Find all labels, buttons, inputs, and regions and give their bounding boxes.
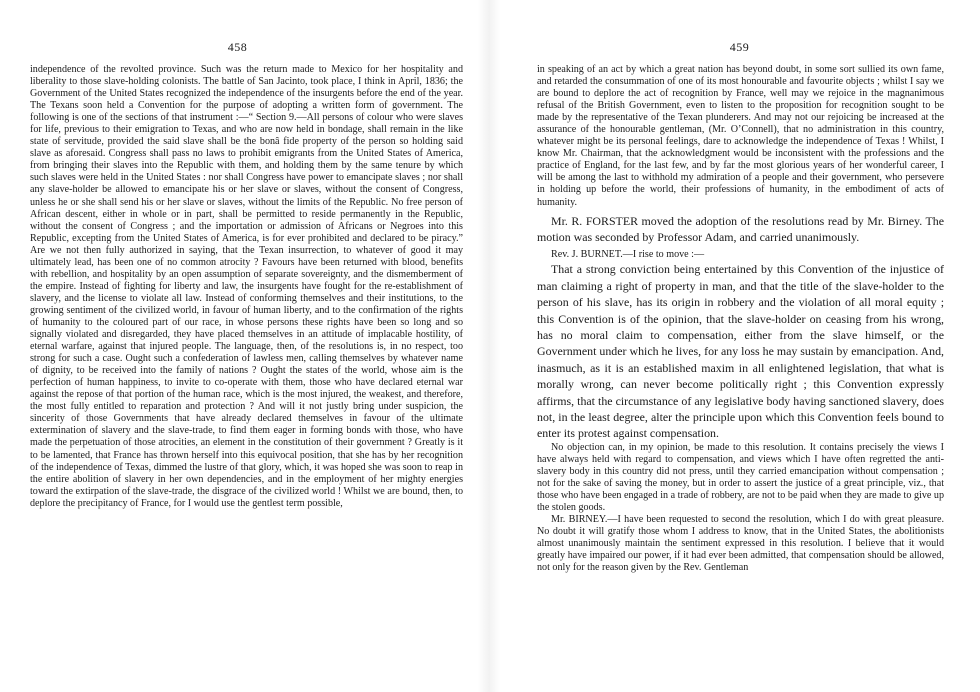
left-paragraph-1: independence of the revolted province. Such was the return made to Mexico for her hospitality and liberality to those slave-holding colonists. The battle of San Jacinto, took place, I think in April, 1836; the Government of the United States recognized the independence of the insurgents before the end of the year. The Texans soon held a Convention for the purpose of adopting a written form of government. The following is one of the sections of that instrument :—“ Section 9.—All persons of colour who were slaves for life, previous to their emigration to Texas, and who are now held in bondage, shall remain in the like state of servitude, provided the said slave shall be the bonâ fide property of the person so holding said slave as aforesaid. Congress shall pass no laws to prohibit emigrants from the United States of America, from bringing their slaves into the Republic with them, and holding them by the same tenure by which such slaves were held in the United States : nor shall Congress have power to emancipate slaves ; nor shall any slave-holder be allowed to emancipate his or her slave or slaves, without the consent of Congress, unless he or she shall send his or her slave or slaves, without the limits of the Republic. No free person of African descent, either in whole or in part, shall be permitted to reside permanently in the Republic, without the consent of Congress ; and the importation or admission of Africans or Negroes into this Republic, excepting from the United States of America, is for ever prohibited and declared to be piracy.” Are we not then fully authorized in saying, that the Texan insurrection, to whatever of good it may ultimately lead, has been one of no common atrocity ? Favours have been returned with blood, benefits with rebellion, and hospitality by an open assumption of separate sovereignty, and the dismemberment of the empire. Instead of fighting for liberty and law, the insurgents have fought for the re-establishment of slavery, and the license to violate all law. Instead of conforming themselves and their institutions, to the growing sentiment of the civilized world, in favour of human liberty, and to the confirmation of the rights of humanity to the coloured part of our race, in whose persons these rights have been so long and so signally violated and disregarded, they have placed themselves in an attitude of implacable hostility, of eternal warfare, against that injured people. The language, then, of the resolutions is, in no respect, too strong for such a case. Ought such a confederation of lawless men, calling themselves by whatever name of dignity, to be received into the family of nations ? Ought the states of the world, whose aim is the perfection of human happiness, to invite to co-operate with them, those who have declared eternal war against the repose of that portion of the human race, which is the most injured, the weakest, and therefore, the most fully entitled to reparation and protection ? And will it not justly bring under suspicion, the sincerity of those Governments that have already declared themselves in favour of the ultimate extermination of slavery and the slave-trade, to find them eager in forming bonds with those, who have made the perpetuation of those atrocities, an element in the constitution of their government ? Greatly is it to be lamented, that France has thrown herself into this equivocal position, that she has by her recognition of the independence of Texas, dimmed the lustre of that glory, which, it was hoped she was soon to reap in the entire abolition of slavery in her own dependencies, and in the employment of her mighty energies toward the extirpation of the slave-trade, the disgrace of the civilized world ! Whilst we are bound, then, to deplore the precipitancy of France, for I would use the gentlest term possible,	[30, 64, 463, 509]
right-paragraph-resolution: That a strong conviction being entertained by this Convention of the injustice of man claiming a right of property in man, and that the title of the slave-holder to the person of his slave, has its origin in robbery and the violation of all moral equity ; this Convention is of the opinion, that the slave-holder on ceasing from his wrong, has no moral claim to compensation, either from the slave himself, or the Government under which he lives, for any loss he may sustain by emancipation. And, inasmuch, as it is an established maxim in all enlightened legislation, that what is morally wrong, can never become politically right ; this Convention expressly affirms, that the circumstance of any legislative body having sanctioned slavery, does not, in the least degree, alter the principle upon which this Convention feels bound to enter its protest against compensation.	[537, 262, 944, 441]
right-paragraph-1: in speaking of an act by which a great nation has beyond doubt, in some sort sullied its own fame, and retarded the consummation of one of its most honourable and favourite objects ; whilst I say we are bound to deplore the act of recognition by France, well may we rejoice in the magnanimous refusal of the British Government, even to listen to the proposition for recognition sought to be made by the representative of the Texan plunderers. And may not our rejoicing be increased at the assurance of the honourable gentleman, (Mr. O’Connell), that no administration in this country, whatever might be its personal feelings, dare to acknowledge the independence of Texas ! Whilst, I know Mr. Chairman, that the acknowledgment would be inconsistent with the professions and the practice of England, for the last few, and by far the most glorious years of her wonderful career, I will be among the last to withhold my admiration of a people and their government, who persevere in holding up before the world, their professions of humanity, in the embodiment of acts of humanity.	[537, 64, 944, 208]
right-paragraph-burnet-intro: Rev. J. BURNET.—I rise to move :—	[551, 249, 705, 261]
right-paragraph-burnet-remarks: No objection can, in my opinion, be made to this resolution. It contains precisely the views I have always held with regard to compensation, and views which I have often regretted the anti-slavery body in this country did not press, until they carried emancipation without compensation ; not for the sake of saving the money, but in order to assert the justice of a great principle, viz., that those who have been engaged in a trade of robbery, are not to be paid when they are made to give up the stolen goods.	[537, 441, 944, 514]
right-page	[502, 0, 977, 692]
right-page-number: 459	[729, 40, 750, 54]
left-page-text	[30, 64, 463, 510]
page-gutter	[478, 0, 500, 692]
right-paragraph-forster-motion: Mr. R. FORSTER moved the adoption of the resolutions read by Mr. Birney. The motion was seconded by Professor Adam, and carried unanimously.	[537, 213, 944, 244]
left-page	[0, 0, 475, 692]
left-page-number: 458	[227, 40, 248, 54]
right-page-text	[537, 64, 944, 574]
right-paragraph-birney-remarks: Mr. BIRNEY.—I have been requested to second the resolution, which I do with great pleasure. No doubt it will gratify those whom I address to know, that in the United States, the abolitionists almost unanimously maintain the sentiment expressed in this resolution. I believe that it would greatly have impaired our power, if it had ever been admitted, that compensation should be allowed, not only for the reason given by the Rev. Gentleman	[537, 514, 944, 574]
